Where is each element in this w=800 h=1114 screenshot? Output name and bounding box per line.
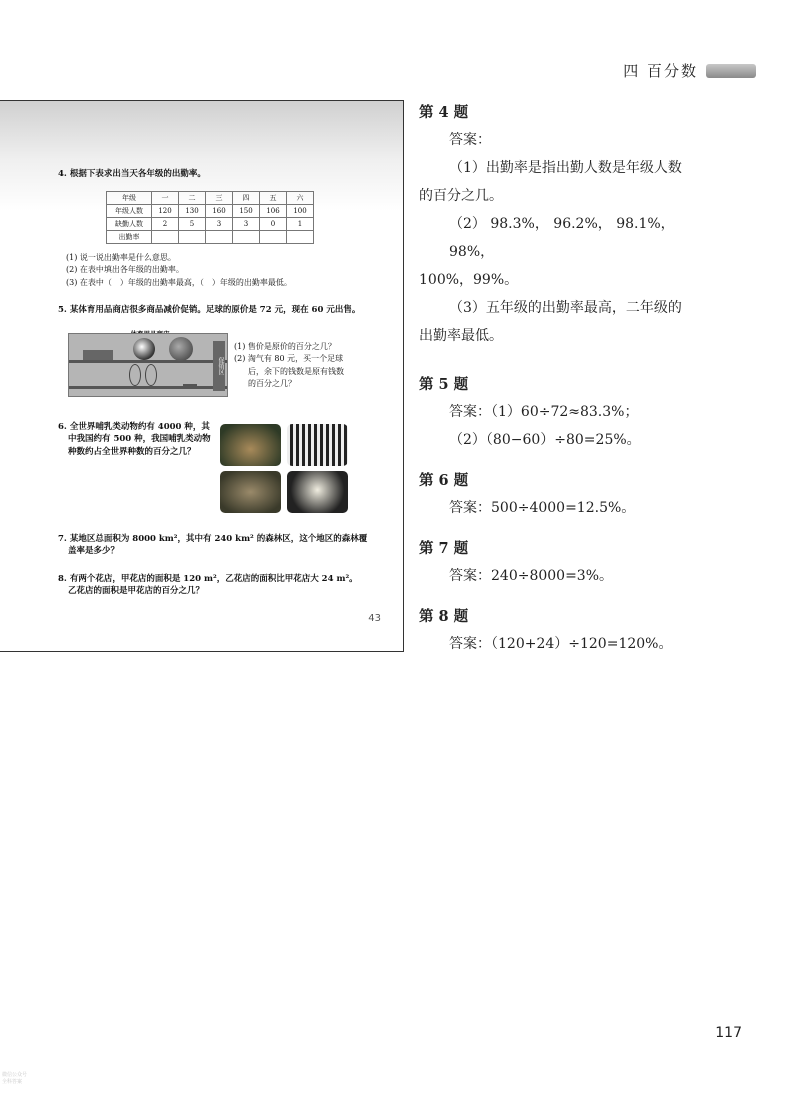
- q4-heading: 第 4 题: [419, 104, 469, 121]
- promo-sign: 促销区: [213, 341, 225, 391]
- q4-answer-3b: 出勤率最低。: [419, 328, 503, 344]
- q4-title: 4. 根据下表求出当天各年级的出勤率。: [58, 169, 206, 179]
- textbook-page-image: [0, 100, 404, 652]
- q6-heading: 第 6 题: [419, 472, 469, 489]
- page-number: 117: [715, 1025, 742, 1041]
- q4-answer-2a: （2） 98.3%， 96.2%， 98.1%， 98%，: [449, 216, 675, 260]
- chapter-header: [623, 60, 756, 81]
- q5-answer-1: 答案：（1）60÷72≈83.3%；: [449, 404, 639, 420]
- q7-text: 7. 某地区总面积为 8000 km²，其中有 240 km² 的森林区，这个地区的森林覆 盖率是多少？: [58, 534, 368, 557]
- basketball-icon: [169, 337, 193, 361]
- chapter-tab-decoration: [706, 64, 756, 78]
- q4-subquestions: (1) 说一说出勤率是什么意思。 (2) 在表中填出各年级的出勤率。 (3) 在表中（ ）年级的出勤率最高，（ ）年级的出勤率最低。: [66, 253, 292, 287]
- sports-bag-icon: [83, 350, 113, 360]
- table-row: 年级 一 二 三 四 五 六: [107, 192, 314, 205]
- q4-answer-3a: （3）五年级的出勤率最高，二年级的: [449, 300, 682, 316]
- q5-heading: 第 5 题: [419, 376, 469, 393]
- racket-icon: [129, 364, 141, 386]
- attendance-table: [106, 191, 314, 244]
- chapter-title: 四 百分数: [623, 62, 698, 80]
- textbook-page-number: 43: [368, 613, 381, 624]
- q7-answer: 答案：240÷8000=3%。: [449, 568, 614, 584]
- antelope-photo: [220, 471, 281, 513]
- racket-icon: [145, 364, 157, 386]
- table-row: 出勤率: [107, 231, 314, 244]
- q6-text: 6. 全世界哺乳类动物约有 4000 种，其 中我国约有 500 种，我国哺乳类动物 种数约占全世界种数的百分之几？: [58, 422, 211, 457]
- q4-answer-2b: 100%，99%。: [419, 272, 519, 288]
- soccer-ball-icon: [133, 338, 155, 360]
- answer-section: [419, 100, 719, 658]
- q4-answer-1b: 的百分之几。: [419, 188, 503, 204]
- dog-photo: [287, 471, 348, 513]
- table-row: 年级人数 120 130 160 150 106 100: [107, 205, 314, 218]
- q7-heading: 第 7 题: [419, 540, 469, 557]
- q6-answer: 答案：500÷4000=12.5%。: [449, 500, 636, 516]
- plant-icon: [183, 368, 197, 387]
- table-row: 缺勤人数 2 5 3 3 0 1: [107, 218, 314, 231]
- q4-answer-1a: （1）出勤率是指出勤人数是年级人数: [449, 160, 682, 176]
- q8-text: 8. 有两个花店，甲花店的面积是 120 m²，乙花店的面积比甲花店大 24 m²。 乙花店的面积是甲花店的百分之几？: [58, 574, 358, 597]
- q8-answer: 答案：（120+24）÷120=120%。: [449, 636, 673, 652]
- q5-subquestions: (1) 售价是原价的百分之几？ (2) 淘气有 80 元，买一个足球 后，余下的钱数是原有钱数 的百分之几？: [234, 342, 344, 389]
- tiger-photo: [220, 424, 281, 466]
- store-illustration: [68, 333, 228, 397]
- q5-title: 5. 某体育用品商店很多商品减价促销。足球的原价是 72 元，现在 60 元出售。: [58, 305, 361, 315]
- watermark: 微信公众号 全科答案: [2, 1072, 28, 1085]
- q5-answer-2: （2）（80−60）÷80=25%。: [449, 432, 641, 448]
- zebra-photo: [287, 424, 348, 466]
- answer-label: 答案：: [449, 132, 491, 148]
- q8-heading: 第 8 题: [419, 608, 469, 625]
